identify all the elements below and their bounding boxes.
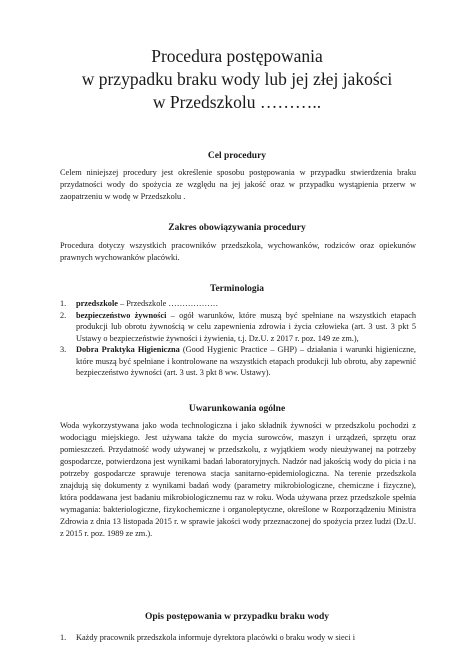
step-text: Każdy pracownik przedszkola informuje dyrektora placówki o braku wody w sieci i (76, 633, 356, 642)
terminology-list (60, 298, 416, 379)
paragraph-zakres: Procedura dotyczy wszystkich pracowników przedszkola, wychowanków, rodziców oraz opiekunów prawnych wychowanków placówki. (60, 241, 416, 262)
heading-terminologia: Terminologia (209, 284, 264, 294)
document-title-line-3: w Przedszkolu ……….. (152, 92, 322, 112)
term-name: Dobra Praktyka Higieniczna (76, 345, 180, 354)
paragraph-cel-procedury: Celem niniejszej procedury jest określenie sposobu postępowania w przypadku stwierdzenia braku przydatności wody do spożycia ze względu na jej jakość oraz w przypadku wystąpienia przerw w zaopatrzeniu w wodę w Przedszkolu . (60, 168, 416, 201)
term-definition: – ogół warunków, które muszą być spełniane na wszystkich etapach produkcji lub obrotu żywnością w celu zapewnienia zdrowia i życia człowieka (art. 3 ust. 3 pkt 5 Ustawy o bezpieczeństwie żywności i żywienia, t.j. Dz.U. z 2017 r. poz. 149 ze zm.), (76, 310, 416, 343)
list-item (60, 310, 416, 345)
heading-cel-procedury: Cel procedury (207, 151, 267, 161)
list-item (60, 632, 416, 644)
list-item-number: 2. (60, 310, 67, 320)
procedure-steps-list (60, 632, 416, 644)
heading-opis-postepowania: Opis postępowania w przypadku braku wody (145, 612, 329, 622)
document-title-line-2: w przypadku braku wody lub jej złej jakości (81, 69, 393, 89)
list-item-number: 3. (60, 345, 67, 354)
list-item-number: 1. (60, 299, 67, 308)
paragraph-uwarunkowania: Woda wykorzystywana jako woda technologiczna i jako składnik żywności w przedszkolu pochodzi z wodociągu miejskiego. Jest używana także do mycia surowców, maszyn i urządzeń, sprzętu oraz pomieszczeń. Przydatność wody używanej w przedszkolu, z wyjątkiem wody nieużywanej na potrzeby gospodarcze, potwierdzona jest wynikami badań laboratoryjnych. Nadzór nad jakością wody do picia i na potrzeby gospodarcze sprawuje terenowa stacja sanitarno-epidemiologiczna. Na terenie przedszkola znajdują się dokumenty z wynikami badań wody (parametry mikrobiologiczne, chemiczne i fizyczne), która poddawana jest badaniu mikrobiologicznemu raz w roku. Woda używana przez przedszkole spełnia wymagania: bakteriologiczne, fizykochemiczne i organoleptyczne, określone w Rozporządzeniu Ministra Zdrowia z dnia 13 listopada 2015 r. w sprawie jakości wody przeznaczonej do spożycia przez ludzi (Dz.U. z 2015 r. poz. 1989 ze zm.). (60, 421, 416, 538)
heading-uwarunkowania: Uwarunkowania ogólne (188, 404, 286, 414)
list-item (60, 344, 416, 379)
term-name: bezpieczeństwo żywności (76, 310, 167, 320)
term-definition: (Good Hygienic Practice – GHP) – działania i warunki higieniczne, które muszą być spełniane i kontrolowane na wszystkich etapach produkcji lub obrotu, aby zapewnić bezpieczeństwo żywności (art. 3 ust. 3 pkt 8 ww. Ustawy). (76, 345, 416, 377)
document-title-line-1: Procedura postępowania (151, 46, 323, 66)
heading-zakres: Zakres obowiązywania procedury (168, 223, 306, 233)
term-definition: – Przedszkole ……………… (117, 299, 219, 308)
list-item (60, 298, 416, 310)
term-name: przedszkole (76, 299, 118, 308)
list-item-number: 1. (60, 633, 67, 642)
